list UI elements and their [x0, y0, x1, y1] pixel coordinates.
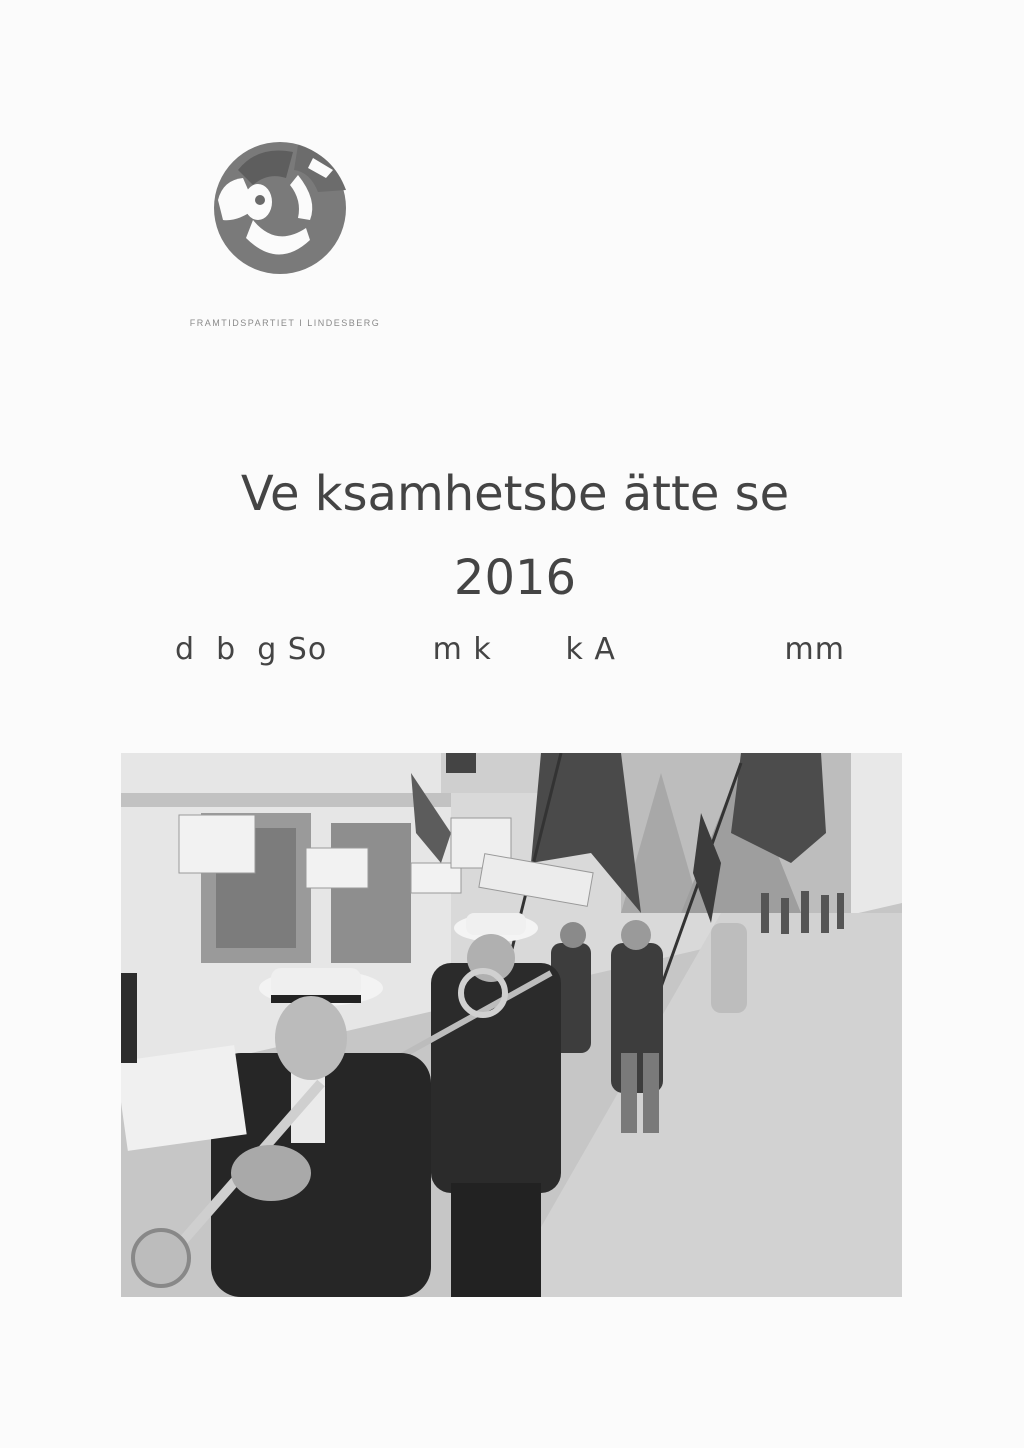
page-title: Ve ksamhetsbe ätte se [240, 466, 790, 522]
page-subtitle: d b g So m k k A mm [175, 632, 845, 667]
rose-logo-icon [198, 130, 358, 290]
marching-band-photo [121, 753, 902, 1297]
report-year: 2016 [453, 550, 577, 606]
logo-caption: FRAMTIDSPARTIET I LINDESBERG [189, 318, 381, 328]
